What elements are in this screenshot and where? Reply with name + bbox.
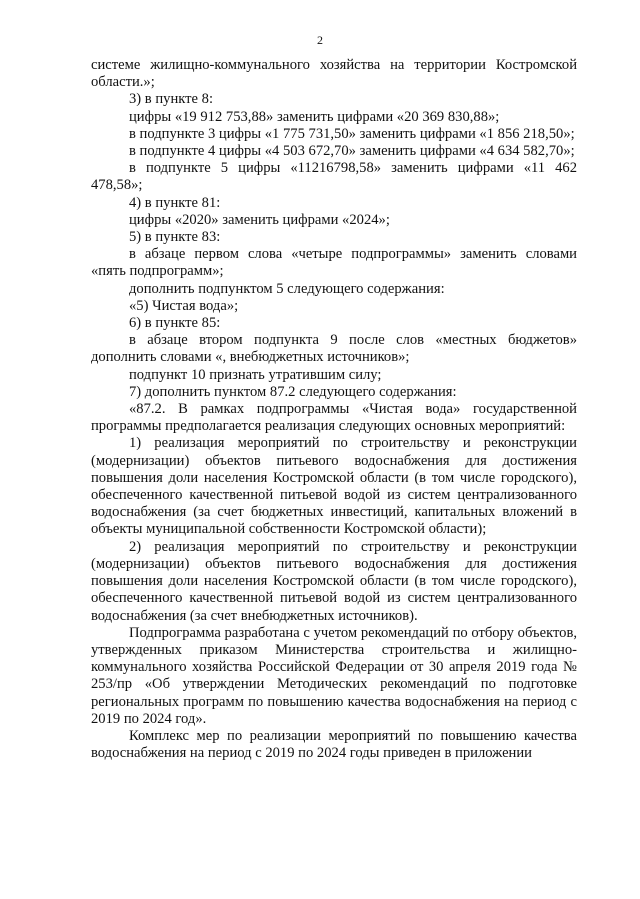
paragraph-subprogram-basis: Подпрограмма разработана с учетом рекомендаций по отбору объектов, утвержденных приказом Министерства строительства и жилищно-коммунального хозяйства Российской Федерации от 30 апреля 2019 года № 253/пр «Об утверждении Методических рекомендаций по подготовке региональных программ по повышению качества водоснабжения на период с 2019 по 2024 год».: [91, 624, 577, 727]
paragraph-subitem-3: в подпункте 3 цифры «1 775 731,50» заменить цифрами «1 856 218,50»;: [129, 125, 575, 142]
paragraph-item-6: 6) в пункте 85:: [129, 315, 221, 332]
page-number: 2: [317, 33, 323, 47]
paragraph-item-5-first-abzac: в абзаце первом слова «четыре подпрограммы» заменить словами «пять подпрограмм»;: [91, 246, 577, 280]
paragraph-item-5-addition: дополнить подпунктом 5 следующего содержания:: [129, 280, 445, 297]
paragraph-item-4: 4) в пункте 81:: [129, 194, 221, 211]
paragraph-subitem-4: в подпункте 4 цифры «4 503 672,70» заменить цифрами «4 634 582,70»;: [129, 143, 575, 160]
paragraph-item-6-second-abzac: в абзаце втором подпункта 9 после слов «местных бюджетов» дополнить словами «, внебюджетных источников»;: [91, 332, 577, 366]
document-body: [91, 57, 577, 762]
paragraph-87-2: «87.2. В рамках подпрограммы «Чистая вода» государственной программы предполагается реализация следующих основных мероприятий:: [91, 401, 577, 435]
paragraph-item-3: 3) в пункте 8:: [129, 91, 214, 108]
paragraph-item-7: 7) дополнить пунктом 87.2 следующего содержания:: [129, 383, 457, 400]
paragraph-continuation: системе жилищно-коммунального хозяйства на территории Костромской области.»;: [91, 57, 577, 91]
paragraph-item-6-subitem-10: подпункт 10 признать утратившим силу;: [129, 366, 382, 383]
paragraph-measure-1: 1) реализация мероприятий по строительству и реконструкции (модернизации) объектов питьевого водоснабжения для достижения повышения доли населения Костромской области (в том числе городского), обеспеченного качественной питьевой водой из систем централизованного водоснабжения (за счет бюджетных инвестиций, капитальных вложений в объекты муниципальной собственности Костромской области);: [91, 435, 577, 538]
paragraph-item-4-years: цифры «2020» заменить цифрами «2024»;: [129, 211, 390, 228]
paragraph-subitem-5: в подпункте 5 цифры «11216798,58» заменить цифрами «11 462 478,58»;: [91, 160, 577, 194]
paragraph-measure-2: 2) реализация мероприятий по строительству и реконструкции (модернизации) объектов питьевого водоснабжения для достижения повышения доли населения Костромской области (в том числе городского), обеспеченного качественной питьевой водой из систем централизованного водоснабжения (за счет внебюджетных источников).: [91, 538, 577, 624]
paragraph-item-5-clean-water: «5) Чистая вода»;: [129, 297, 239, 314]
paragraph-item-3-amount: цифры «19 912 753,88» заменить цифрами «20 369 830,88»;: [129, 108, 500, 125]
paragraph-item-5: 5) в пункте 83:: [129, 229, 221, 246]
paragraph-measures-complex: Комплекс мер по реализации мероприятий по повышению качества водоснабжения на период с 2019 по 2024 годы приведен в приложении: [91, 727, 577, 762]
